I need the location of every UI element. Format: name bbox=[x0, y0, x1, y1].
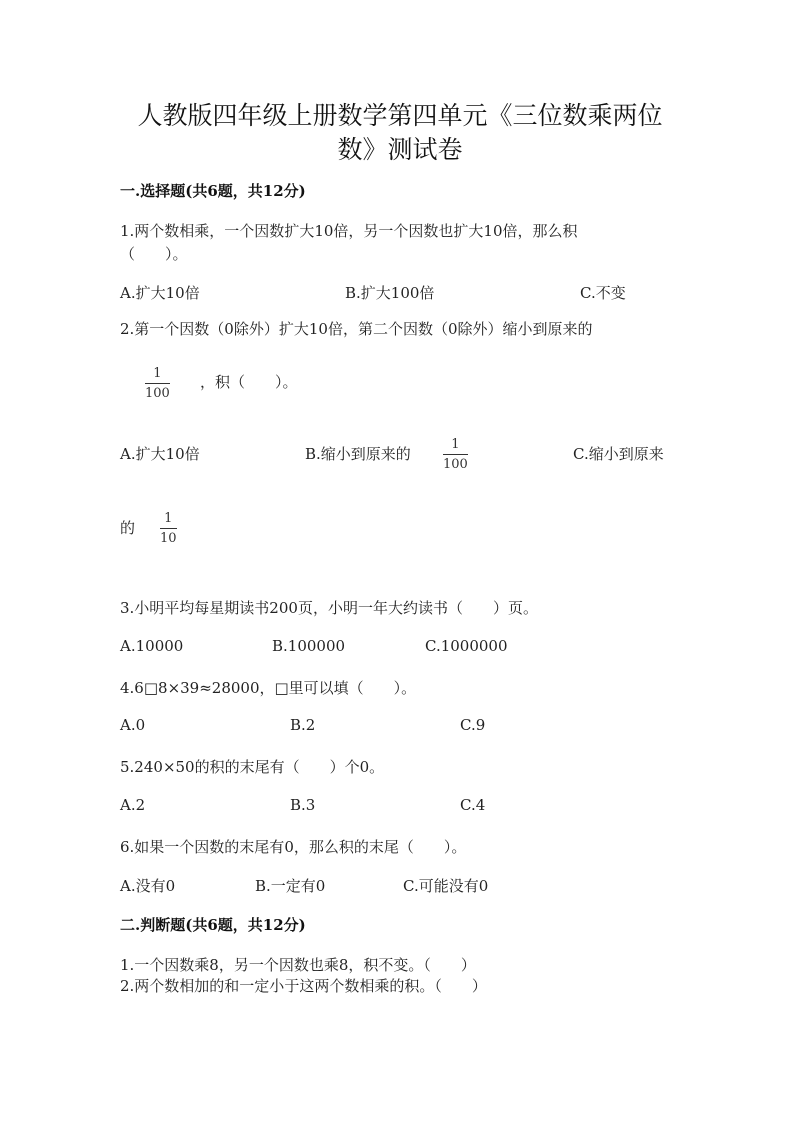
question-3-option-a: A.10000 bbox=[120, 637, 184, 655]
page-title-line1: 人教版四年级上册数学第四单元《三位数乘两位 bbox=[137, 101, 663, 130]
question-2-option-b: B.缩小到原来的 bbox=[305, 445, 411, 463]
question-6-option-c: C.可能没有0 bbox=[403, 877, 489, 895]
page-title-line2: 数》测试卷 bbox=[337, 135, 463, 164]
question-2-option-c-continued: 的 bbox=[120, 519, 136, 537]
question-2-option-c-fraction bbox=[160, 511, 177, 546]
question-1-option-c: C.不变 bbox=[580, 284, 626, 302]
question-2-text: 2.第一个因数（0除外）扩大10倍，第二个因数（0除外）缩小到原来的 bbox=[120, 320, 593, 338]
question-2-text-suffix: ，积（ ）。 bbox=[200, 373, 298, 391]
question-1-text: 1.两个数相乘，一个因数扩大10倍，另一个因数也扩大10倍，那么积 bbox=[120, 222, 578, 240]
question-4-text: 4.6□8×39≈28000，□里可以填（ ）。 bbox=[120, 679, 417, 697]
question-2-option-b-fraction bbox=[443, 437, 468, 472]
question-6-option-b: B.一定有0 bbox=[255, 877, 326, 895]
judgement-item-1: 1.一个因数乘8，另一个因数也乘8，积不变。（ ） bbox=[120, 956, 476, 974]
fraction-bar bbox=[160, 528, 177, 529]
fraction-bar bbox=[443, 454, 468, 455]
question-6-option-a: A.没有0 bbox=[120, 877, 176, 895]
fraction-numerator: 1 bbox=[153, 366, 162, 381]
fraction-denominator: 100 bbox=[145, 386, 170, 401]
question-4-option-b: B.2 bbox=[290, 716, 316, 734]
fraction-bar bbox=[145, 383, 170, 384]
question-1-option-a: A.扩大10倍 bbox=[120, 284, 200, 302]
section-heading-choice: 一.选择题(共6题，共12分) bbox=[120, 182, 306, 200]
question-6-text: 6.如果一个因数的末尾有0，那么积的末尾（ ）。 bbox=[120, 838, 467, 856]
question-3-text: 3.小明平均每星期读书200页，小明一年大约读书（ ）页。 bbox=[120, 599, 538, 617]
question-1-blank: （ ）。 bbox=[120, 245, 188, 263]
fraction-denominator: 100 bbox=[443, 457, 468, 472]
question-5-text: 5.240×50的积的末尾有（ ）个0。 bbox=[120, 758, 385, 776]
question-5-option-b: B.3 bbox=[290, 796, 316, 814]
question-1-option-b: B.扩大100倍 bbox=[345, 284, 435, 302]
section-heading-judgement: 二.判断题(共6题，共12分) bbox=[120, 916, 306, 934]
fraction-numerator: 1 bbox=[164, 511, 173, 526]
question-2-fraction bbox=[145, 366, 170, 401]
question-5-option-c: C.4 bbox=[460, 796, 486, 814]
judgement-item-2: 2.两个数相加的和一定小于这两个数相乘的积。（ ） bbox=[120, 977, 487, 995]
question-5-option-a: A.2 bbox=[120, 796, 146, 814]
question-3-option-b: B.100000 bbox=[272, 637, 346, 655]
question-4-option-a: A.0 bbox=[120, 716, 146, 734]
question-3-option-c: C.1000000 bbox=[425, 637, 508, 655]
question-2-option-c: C.缩小到原来 bbox=[573, 445, 664, 463]
question-4-option-c: C.9 bbox=[460, 716, 486, 734]
fraction-denominator: 10 bbox=[160, 531, 177, 546]
fraction-numerator: 1 bbox=[451, 437, 460, 452]
question-2-option-a: A.扩大10倍 bbox=[120, 445, 200, 463]
